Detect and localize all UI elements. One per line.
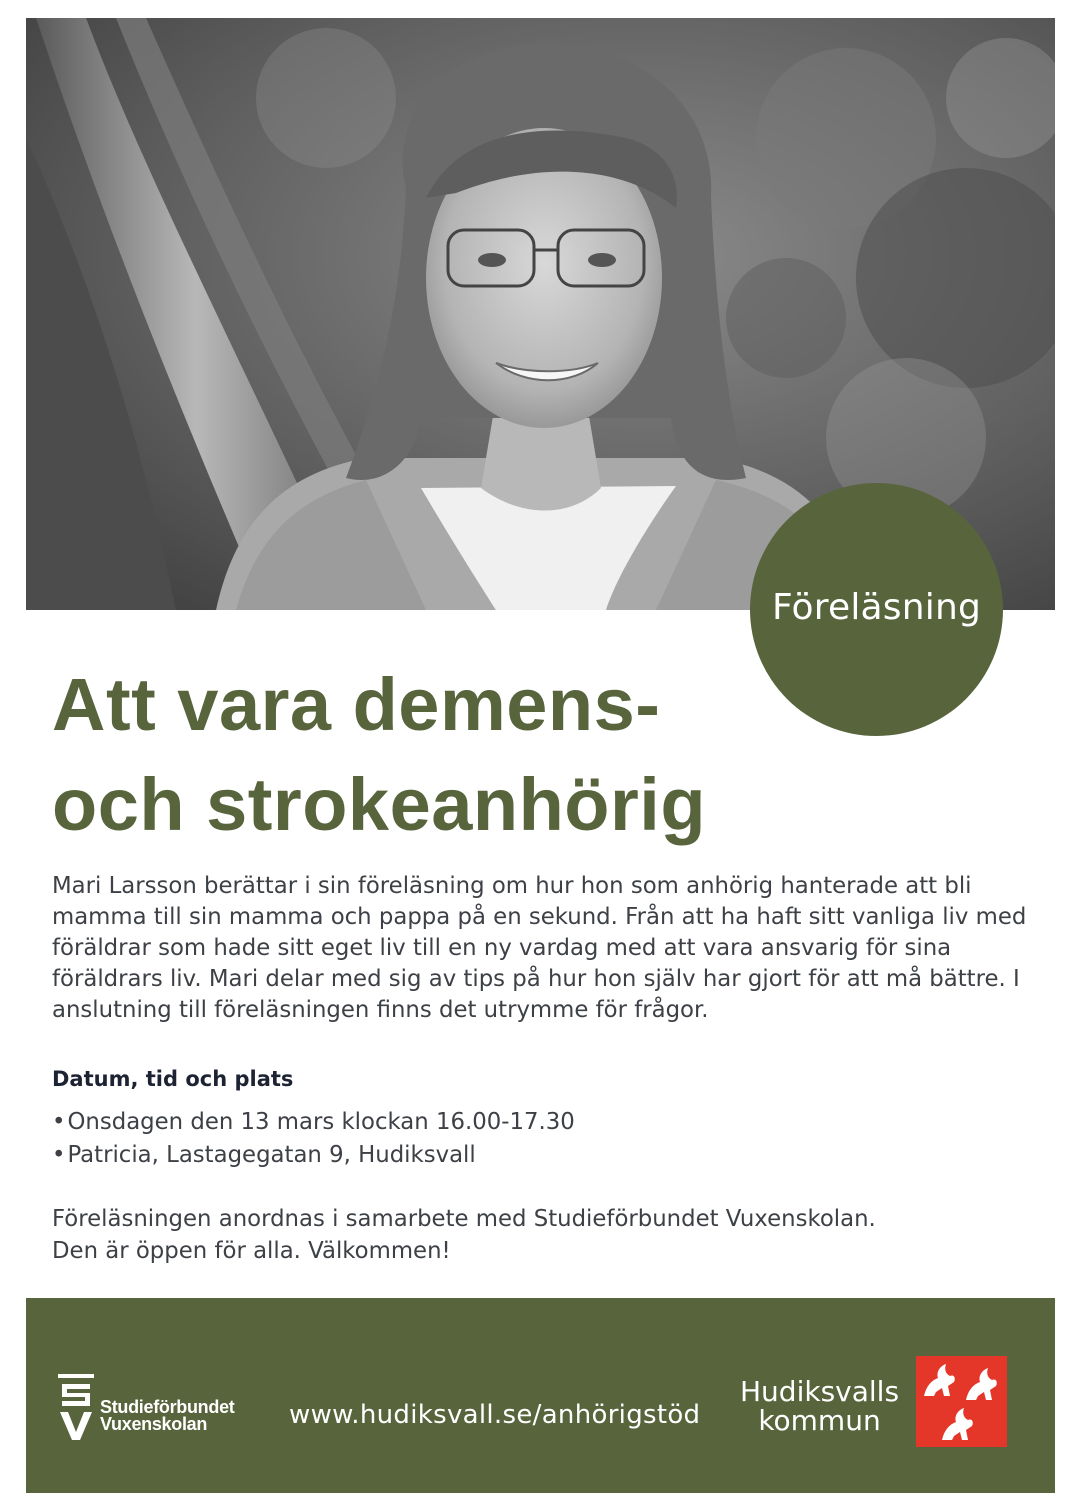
event-description: Mari Larsson berättar i sin föreläsning om hur hon som anhörig hanterade att bli mamma till sin mamma och pappa på en sekund. Från att ha haft sitt vanliga liv med föräldrar som hade sitt eget liv till en ny vardag med att vara ansvarig för sina föräldrars liv. Mari delar med sig av tips på hur hon själv har gjort för att må bättre. I anslutning till föreläsningen finns det utrymme för frågor. bbox=[52, 873, 1027, 1023]
event-title-line2: och strokeanhörig bbox=[52, 763, 707, 846]
details-item-place: • Patricia, Lastagegatan 9, Hudiksvall bbox=[52, 1139, 575, 1172]
event-title bbox=[52, 655, 752, 855]
municipality-line1: Hudiksvalls bbox=[740, 1375, 900, 1408]
sv-logo-text bbox=[100, 1399, 234, 1433]
details-list bbox=[52, 1106, 575, 1172]
closing-line2: Den är öppen för alla. Välkommen! bbox=[52, 1238, 451, 1264]
sv-logo-line2: Vuxenskolan bbox=[100, 1414, 208, 1434]
details-item-date: • Onsdagen den 13 mars klockan 16.00-17.30 bbox=[52, 1106, 575, 1139]
sv-logo-line1: Studieförbundet bbox=[100, 1397, 235, 1417]
municipality-name bbox=[740, 1377, 899, 1435]
sv-logo-icon bbox=[56, 1372, 96, 1442]
details-heading: Datum, tid och plats bbox=[52, 1067, 294, 1091]
studieforbundet-logo bbox=[56, 1372, 306, 1442]
goat-crest-icon bbox=[916, 1356, 1007, 1447]
municipality-line2: kommun bbox=[758, 1404, 881, 1437]
closing-line1: Föreläsningen anordnas i samarbete med Studieförbundet Vuxenskolan. bbox=[52, 1206, 876, 1232]
closing-text bbox=[52, 1203, 876, 1267]
event-title-line1: Att vara demens- bbox=[52, 663, 661, 746]
lecture-badge bbox=[750, 483, 1003, 736]
website-link[interactable]: www.hudiksvall.se/anhörigstöd bbox=[289, 1400, 701, 1430]
footer-bar bbox=[26, 1298, 1055, 1493]
lecture-badge-label: Föreläsning bbox=[771, 587, 982, 628]
